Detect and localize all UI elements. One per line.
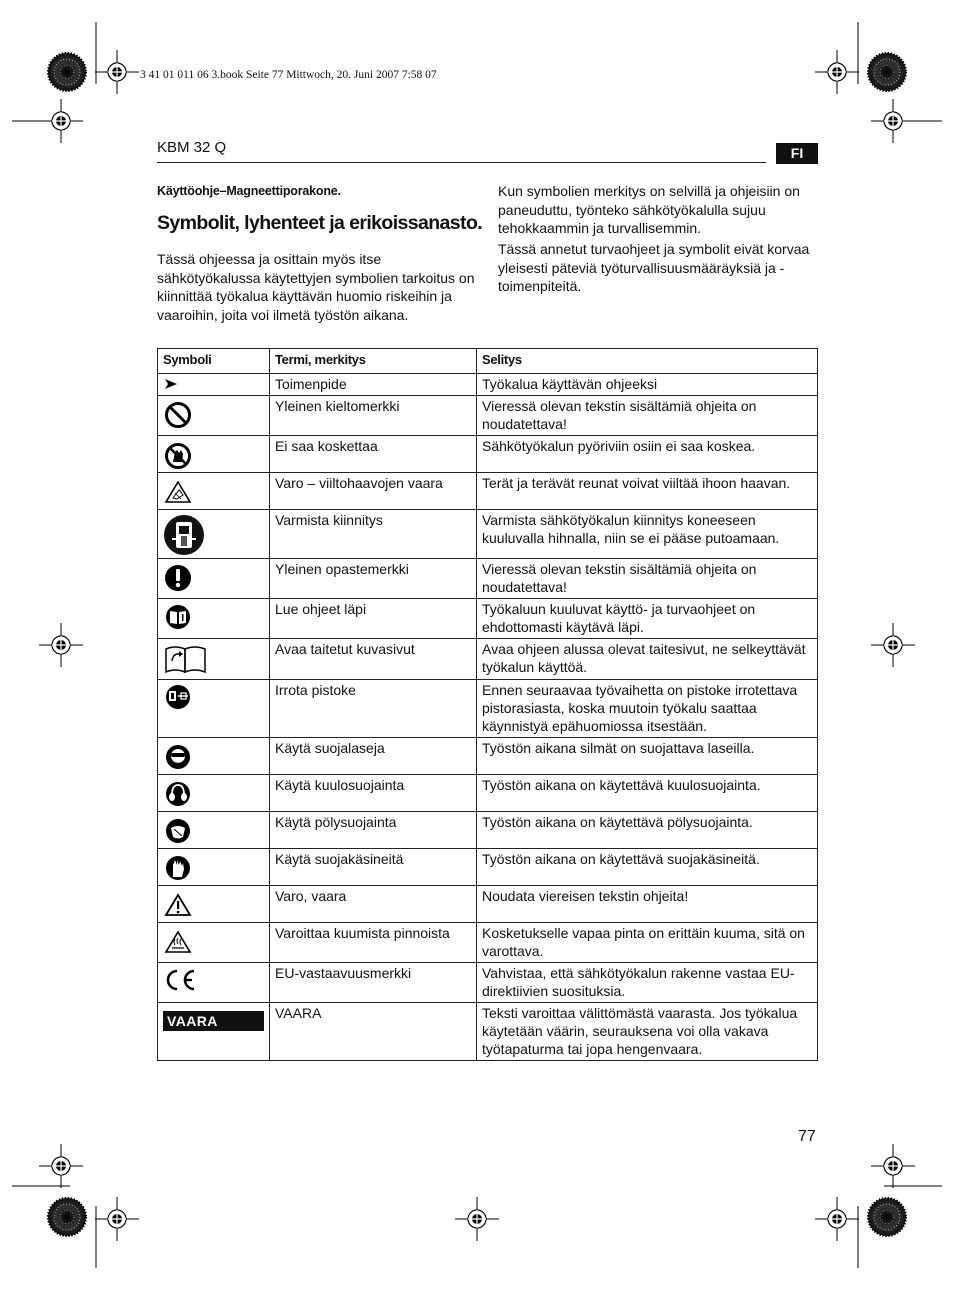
table-row	[158, 436, 818, 473]
term-cell: Avaa taitetut kuvasivut	[270, 639, 477, 680]
ce-mark-icon	[163, 965, 197, 995]
description-cell: Vahvistaa, että sähkötyökalun rakenne vastaa EU-direktiivien suosituksia.	[477, 963, 818, 1003]
table-row	[158, 886, 818, 923]
gloves-icon	[163, 851, 193, 883]
ear-protection-icon	[163, 777, 193, 809]
description-cell: Terät ja terävät reunat voivat viiltää ihoon haavan.	[477, 473, 818, 510]
section-heading: Symbolit, lyhenteet ja erikoissanasto.	[157, 212, 483, 234]
term-cell: Ei saa koskettaa	[270, 436, 477, 473]
description-cell: Varmista sähkötyökalun kiinnitys koneeseen kuuluvalla hihnalla, niin se ei pääse putoamaan.	[477, 510, 818, 559]
unplug-icon	[163, 682, 193, 714]
description-cell: Sähkötyökalun pyöriviin osiin ei saa koskea.	[477, 436, 818, 473]
term-cell: Käytä suojalaseja	[270, 738, 477, 775]
table-row	[158, 680, 818, 738]
manual-subtitle: Käyttöohje–Magneettiporakone.	[157, 184, 341, 198]
book-info-line: 3 41 01 011 06 3.book Seite 77 Mittwoch, 20. Juni 2007 7:58 07	[140, 69, 437, 81]
prohibition-icon	[163, 398, 193, 430]
term-cell: Irrota pistoke	[270, 680, 477, 738]
column-header-term: Termi, merkitys	[270, 349, 477, 374]
term-cell: VAARA	[270, 1003, 477, 1061]
table-row	[158, 963, 818, 1003]
description-cell: Noudata viereisen tekstin ohjeita!	[477, 886, 818, 923]
secure-strap-icon	[163, 512, 205, 556]
symbol-table	[157, 348, 818, 1061]
warning-icon	[163, 888, 193, 920]
description-cell: Vieressä olevan tekstin sisältämiä ohjeita on noudatettava!	[477, 559, 818, 599]
table-row	[158, 396, 818, 436]
no-touch-icon	[163, 438, 193, 470]
term-cell: Käytä kuulosuojainta	[270, 775, 477, 812]
table-row	[158, 812, 818, 849]
intro-right-paragraph-1: Kun symbolien merkitys on selvillä ja ohjeisiin on paneuduttu, työnteko sähkötyökalulla sujuu tehokkaammin ja turvallisemmin.	[498, 183, 800, 236]
table-row	[158, 923, 818, 963]
description-cell: Kosketukselle vapaa pinta on erittäin kuuma, sitä on varottava.	[477, 923, 818, 963]
table-row	[158, 738, 818, 775]
description-cell: Työstön aikana on käytettävä suojakäsineitä.	[477, 849, 818, 886]
cut-hazard-icon	[163, 475, 193, 507]
description-cell: Ennen seuraavaa työvaihetta on pistoke irrotettava pistorasiasta, koska muutoin työkalu saattaa käynnistyä epähuomiossa itsestään.	[477, 680, 818, 738]
page-number: 77	[798, 1128, 816, 1145]
column-header-symbol: Symboli	[158, 349, 270, 374]
term-cell: Käytä suojakäsineitä	[270, 849, 477, 886]
column-header-description: Selitys	[477, 349, 818, 374]
table-row	[158, 374, 818, 396]
term-cell: Varoittaa kuumista pinnoista	[270, 923, 477, 963]
model-name: KBM 32 Q	[157, 139, 227, 156]
term-cell: Varmista kiinnitys	[270, 510, 477, 559]
description-cell: Avaa ohjeen alussa olevat taitesivut, ne selkeyttävät työkalun käyttöä.	[477, 639, 818, 680]
read-manual-icon	[163, 601, 193, 633]
description-cell: Työkalua käyttävän ohjeeksi	[477, 374, 818, 396]
description-cell: Työkaluun kuuluvat käyttö- ja turvaohjeet on ehdottomasti käytävä läpi.	[477, 599, 818, 639]
mandatory-icon	[163, 561, 193, 593]
safety-glasses-icon	[163, 740, 193, 772]
vaara-label-icon: VAARA	[163, 1011, 264, 1031]
description-cell: Teksti varoittaa välittömästä vaarasta. Jos työkalua käytetään väärin, seurauksena voi olla vakava työtapaturma tai jopa hengenvaara.	[477, 1003, 818, 1061]
language-badge: FI	[776, 143, 818, 164]
description-cell: Työstön aikana on käytettävä kuulosuojainta.	[477, 775, 818, 812]
table-row	[158, 849, 818, 886]
table-row	[158, 599, 818, 639]
table-header-row	[158, 349, 818, 374]
term-cell: Varo, vaara	[270, 886, 477, 923]
term-cell: Yleinen opastemerkki	[270, 559, 477, 599]
term-cell: Käytä pölysuojainta	[270, 812, 477, 849]
open-foldout-icon	[163, 641, 209, 675]
description-cell: Työstön aikana on käytettävä pölysuojainta.	[477, 812, 818, 849]
intro-right-paragraph-2: Tässä annetut turvaohjeet ja symbolit eivät korvaa yleisesti päteviä työturvallisuusmääräyksiä ja -toimenpiteitä.	[498, 241, 810, 294]
table-row	[158, 775, 818, 812]
term-cell: Toimenpide	[270, 374, 477, 396]
arrow-icon	[163, 376, 179, 392]
table-row	[158, 1003, 818, 1061]
term-cell: Varo – viiltohaavojen vaara	[270, 473, 477, 510]
description-cell: Työstön aikana silmät on suojattava laseilla.	[477, 738, 818, 775]
dust-mask-icon	[163, 814, 193, 846]
term-cell: Yleinen kieltomerkki	[270, 396, 477, 436]
term-cell: Lue ohjeet läpi	[270, 599, 477, 639]
table-row	[158, 510, 818, 559]
table-row	[158, 639, 818, 680]
table-row	[158, 559, 818, 599]
description-cell: Vieressä olevan tekstin sisältämiä ohjeita on noudatettava!	[477, 396, 818, 436]
term-cell: EU-vastaavuusmerkki	[270, 963, 477, 1003]
hot-surface-icon	[163, 925, 193, 957]
intro-left-paragraph: Tässä ohjeessa ja osittain myös itse sähkötyökalussa käytettyjen symbolien tarkoitus on kiinnittää työkalua käyttävän huomio riskeihin ja vaaroihin, joita voi ilmetä työstön aikana.	[157, 251, 475, 323]
header-rule	[157, 162, 766, 163]
table-row	[158, 473, 818, 510]
